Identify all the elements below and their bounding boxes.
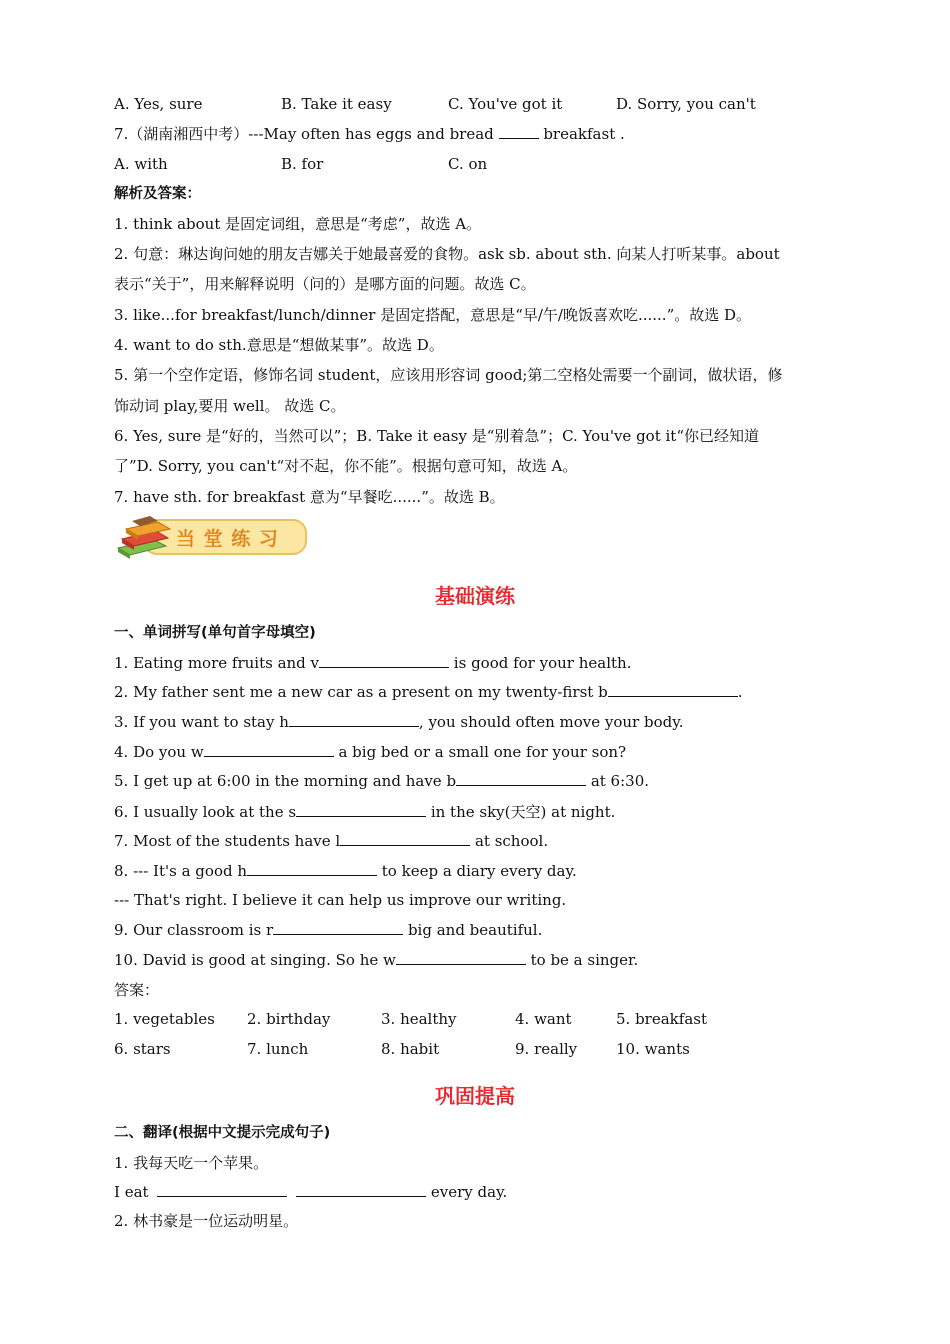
exercise-text: 1. Eating more fruits and v (114, 654, 320, 672)
answer-item: 5. breakfast (616, 1010, 707, 1028)
question-7-suffix: breakfast . (543, 125, 625, 143)
answer-blank[interactable] (247, 861, 377, 876)
option-c: C. You've got it (448, 95, 563, 113)
answer-item: 3. healthy (381, 1010, 457, 1028)
translation-item (114, 1182, 507, 1202)
exercise-text: , you should often move your body. (418, 713, 684, 731)
section-title: 基础演练 (435, 584, 515, 608)
answer-blank[interactable] (456, 771, 586, 786)
answer-item: 4. want (515, 1010, 572, 1028)
answer-blank[interactable] (296, 802, 426, 817)
answer-blank[interactable] (296, 1182, 426, 1197)
analysis-line: 5. 第一个空作定语，修饰名词 student，应该用形容词 good;第二空格处需要一个副词，做状语，修 (114, 366, 783, 384)
answer-blank[interactable] (204, 742, 334, 757)
question-7-text: 7.（湖南湘西中考）---May often has eggs and bread (114, 125, 494, 143)
exercise-item (114, 831, 548, 851)
answer-blank[interactable] (289, 712, 419, 727)
translation-prompt: 1. 我每天吃一个苹果。 (114, 1154, 269, 1172)
section-title: 巩固提高 (435, 1084, 515, 1108)
exercise-item (114, 653, 631, 673)
answers-label: 答案： (114, 981, 160, 999)
analysis-line: 2. 句意：琳达询问她的朋友吉娜关于她最喜爱的食物。ask sb. about sth. 向某人打听某事。about (114, 245, 780, 263)
exercise-text: . (737, 683, 743, 701)
exercise-text: at 6:30. (586, 772, 650, 790)
part-heading: 一、单词拼写(单句首字母填空) (114, 625, 316, 641)
analysis-line: 表示“关于”，用来解释说明（问的）是哪方面的问题。故选 C。 (114, 275, 536, 293)
exercise-text: 6. I usually look at the s (114, 803, 297, 821)
translation-text: I eat (114, 1183, 149, 1201)
answer-blank[interactable] (340, 831, 470, 846)
exercise-item (114, 920, 542, 940)
exercise-item (114, 950, 638, 970)
exercise-text: --- That's right. I believe it can help us improve our writing. (114, 891, 567, 909)
exercise-text: 9. Our classroom is r (114, 921, 274, 939)
answer-blank[interactable] (273, 920, 403, 935)
exercise-text: 7. Most of the students have l (114, 832, 341, 850)
analysis-line: 了”D. Sorry, you can't“对不起，你不能”。根据句意可知，故选 A。 (114, 457, 578, 475)
question-7 (114, 124, 625, 144)
exercise-text: to be a singer. (525, 951, 639, 969)
exercise-text: 10. David is good at singing. So he w (114, 951, 396, 969)
answer-blank[interactable] (499, 124, 539, 139)
answer-blank[interactable] (157, 1182, 287, 1197)
answer-blank[interactable] (319, 653, 449, 668)
answer-item: 2. birthday (247, 1010, 331, 1028)
exercise-item (114, 742, 626, 762)
option-a: A. Yes, sure (114, 95, 203, 113)
practice-banner (114, 512, 310, 562)
analysis-line: 6. Yes, sure 是“好的，当然可以”；B. Take it easy 是“别着急”；C. You've got it“你已经知道 (114, 427, 760, 445)
exercise-item (114, 890, 566, 910)
exercise-text: big and beautiful. (403, 921, 543, 939)
analysis-line: 3. like...for breakfast/lunch/dinner 是固定搭配，意思是“早/午/晚饭喜欢吃......”。故选 D。 (114, 306, 752, 324)
answer-blank[interactable] (396, 950, 526, 965)
exercise-item (114, 802, 615, 822)
answer-item: 10. wants (616, 1040, 690, 1058)
exercise-text: a big bed or a small one for your son? (333, 743, 627, 761)
exercise-text: 5. I get up at 6:00 in the morning and have b (114, 772, 457, 790)
answer-item: 9. really (515, 1040, 578, 1058)
analysis-line: 1. think about 是固定词组，意思是“考虑”，故选 A。 (114, 215, 482, 233)
banner-text: 当 堂 练 习 (176, 528, 279, 550)
answer-blank[interactable] (608, 682, 738, 697)
analysis-line: 7. have sth. for breakfast 意为“早餐吃......”。故选 B。 (114, 488, 505, 506)
exercise-text: 8. --- It's a good h (114, 862, 248, 880)
exercise-item (114, 861, 577, 881)
exercise-item (114, 682, 742, 702)
exercise-item (114, 771, 649, 791)
answer-item: 8. habit (381, 1040, 440, 1058)
exercise-text: to keep a diary every day. (377, 862, 577, 880)
part-heading: 二、翻译(根据中文提示完成句子) (114, 1125, 331, 1141)
exercise-item (114, 712, 683, 732)
translation-prompt: 2. 林书豪是一位运动明星。 (114, 1212, 299, 1230)
analysis-heading: 解析及答案： (114, 186, 201, 202)
option-a: A. with (114, 155, 168, 173)
exercise-text: 3. If you want to stay h (114, 713, 289, 731)
option-b: B. Take it easy (281, 95, 392, 113)
answer-item: 7. lunch (247, 1040, 309, 1058)
analysis-line: 4. want to do sth.意思是“想做某事”。故选 D。 (114, 336, 444, 354)
answer-item: 6. stars (114, 1040, 171, 1058)
option-c: C. on (448, 155, 488, 173)
option-d: D. Sorry, you can't (616, 95, 756, 113)
exercise-text: is good for your health. (449, 654, 632, 672)
exercise-text: 2. My father sent me a new car as a present on my twenty-first b (114, 683, 608, 701)
analysis-line: 饰动词 play,要用 well。 故选 C。 (114, 397, 346, 415)
exercise-text: at school. (470, 832, 549, 850)
option-b: B. for (281, 155, 324, 173)
exercise-text: in the sky(天空) at night. (426, 803, 616, 821)
exercise-text: 4. Do you w (114, 743, 204, 761)
answer-item: 1. vegetables (114, 1010, 215, 1028)
translation-text: every day. (430, 1183, 508, 1201)
